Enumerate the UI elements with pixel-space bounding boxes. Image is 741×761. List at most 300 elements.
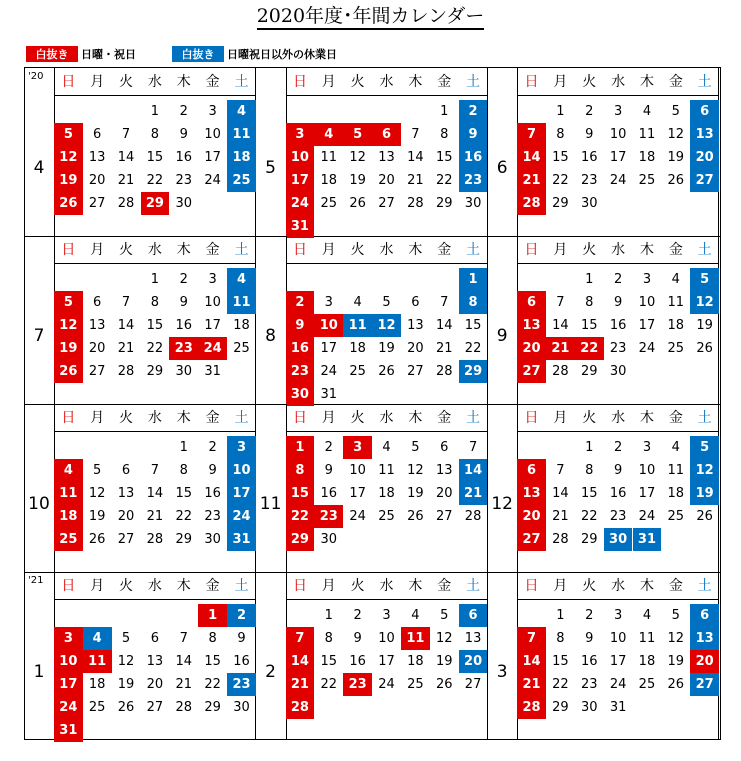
day-cell: 30	[286, 383, 315, 406]
day-cell: 14	[552, 318, 569, 333]
day-cell: 26	[117, 700, 135, 715]
day-cell: 9	[179, 127, 188, 142]
day-cell: 30	[175, 196, 193, 211]
day-cell: 27	[517, 360, 546, 383]
day-cell: 7	[286, 627, 315, 650]
day-cell: 15	[286, 482, 315, 505]
weekday-header: 金	[668, 578, 683, 594]
day-cell: 15	[320, 654, 338, 669]
day-cell: 10	[227, 459, 256, 482]
day-cell: 2	[179, 104, 188, 119]
day-cell: 20	[690, 650, 719, 673]
day-cell: 15	[435, 150, 453, 165]
day-cell: 24	[638, 341, 656, 356]
day-cell: 7	[121, 127, 131, 142]
day-cell: 18	[349, 341, 366, 356]
day-cell: 27	[690, 169, 719, 192]
day-cell: 18	[667, 486, 685, 501]
day-cell: 5	[93, 463, 102, 478]
weekday-header: 金	[437, 242, 452, 258]
day-cell: 12	[88, 486, 106, 501]
day-cell: 13	[378, 150, 395, 165]
weekday-header: 月	[90, 242, 105, 258]
day-cell: 28	[117, 364, 135, 379]
day-cell: 29	[141, 192, 170, 215]
day-cell: 11	[83, 650, 112, 673]
day-cell: 23	[580, 677, 598, 692]
weekday-header: 火	[582, 578, 597, 594]
weekday-header: 火	[350, 578, 365, 594]
day-cell: 23	[314, 505, 343, 528]
day-cell: 23	[175, 173, 193, 188]
day-cell: 17	[54, 673, 83, 696]
day-cell: 19	[690, 482, 719, 505]
day-cell: 2	[286, 291, 315, 314]
day-cell: 29	[459, 360, 488, 383]
day-cell: 16	[175, 150, 193, 165]
month-calendar	[517, 572, 719, 740]
weekday-header: 月	[321, 410, 336, 426]
day-cell: 10	[349, 463, 366, 478]
day-cell: 22	[575, 337, 604, 360]
day-cell: 8	[286, 459, 315, 482]
day-cell: 29	[552, 196, 569, 211]
weekday-header: 日	[292, 242, 307, 258]
day-cell: 10	[204, 295, 221, 310]
day-cell: 20	[435, 486, 453, 501]
day-cell: 6	[411, 295, 420, 310]
day-cell: 13	[146, 654, 164, 669]
weekday-header: 日	[61, 242, 76, 258]
day-cell: 8	[150, 127, 160, 142]
day-cell: 21	[435, 341, 453, 356]
day-cell: 14	[459, 459, 488, 482]
day-cell: 1	[459, 268, 488, 291]
day-cell: 9	[585, 631, 594, 646]
weekday-header: 火	[119, 74, 134, 90]
day-cell: 22	[146, 341, 164, 356]
weekday-header: 木	[639, 242, 654, 258]
legend-red-text: 日曜・祝日	[81, 48, 136, 61]
day-cell: 4	[227, 100, 256, 123]
month-label: 6	[496, 158, 508, 178]
day-cell: 23	[609, 341, 627, 356]
weekday-header: 日	[524, 242, 539, 258]
day-cell: 24	[349, 509, 366, 524]
day-cell: 14	[517, 650, 546, 673]
day-cell: 25	[233, 341, 250, 356]
day-cell: 30	[233, 700, 250, 715]
day-cell: 23	[580, 173, 598, 188]
weekday-header: 土	[466, 578, 481, 594]
day-cell: 28	[552, 532, 569, 547]
day-cell: 6	[517, 291, 546, 314]
weekday-header: 日	[292, 410, 307, 426]
day-cell: 9	[613, 463, 623, 478]
day-cell: 21	[459, 482, 488, 505]
weekday-header: 水	[379, 410, 394, 426]
day-cell: 2	[179, 272, 188, 287]
day-cell: 6	[93, 295, 102, 310]
day-cell: 11	[227, 123, 256, 146]
weekday-header: 日	[61, 410, 76, 426]
day-cell: 26	[88, 532, 106, 547]
day-cell: 22	[204, 677, 221, 692]
day-cell: 18	[407, 654, 424, 669]
weekday-header: 水	[611, 242, 626, 258]
day-cell: 7	[556, 463, 565, 478]
day-cell: 28	[552, 364, 569, 379]
day-cell: 3	[286, 123, 315, 146]
weekday-header: 日	[61, 74, 76, 90]
day-cell: 23	[343, 673, 372, 696]
day-cell: 22	[552, 173, 569, 188]
weekday-header: 木	[176, 578, 191, 594]
day-cell: 19	[54, 337, 83, 360]
day-cell: 18	[54, 505, 83, 528]
day-cell: 13	[517, 482, 546, 505]
month-calendar	[286, 404, 488, 572]
weekday-header: 月	[321, 74, 336, 90]
day-cell: 16	[580, 150, 598, 165]
day-cell: 7	[517, 627, 546, 650]
day-cell: 28	[407, 196, 424, 211]
month-calendar	[517, 68, 719, 236]
day-cell: 2	[585, 104, 594, 119]
day-cell: 17	[320, 341, 338, 356]
day-cell: 16	[459, 146, 488, 169]
day-cell: 16	[609, 318, 627, 333]
month-calendar	[286, 236, 488, 404]
weekday-header: 火	[119, 578, 134, 594]
weekday-header: 木	[639, 410, 654, 426]
day-cell: 9	[286, 314, 315, 337]
day-cell: 4	[353, 295, 362, 310]
day-cell: 5	[343, 123, 372, 146]
day-cell: 8	[556, 631, 565, 646]
weekday-header: 金	[437, 74, 452, 90]
day-cell: 22	[175, 509, 193, 524]
day-cell: 3	[208, 272, 217, 287]
weekday-header: 日	[292, 74, 307, 90]
day-cell: 14	[146, 486, 164, 501]
day-cell: 24	[320, 364, 338, 379]
day-cell: 7	[150, 463, 160, 478]
day-cell: 6	[517, 459, 546, 482]
day-cell: 17	[204, 318, 221, 333]
day-cell: 11	[667, 463, 685, 478]
weekday-header: 火	[350, 74, 365, 90]
day-cell: 25	[320, 196, 338, 211]
day-cell: 8	[150, 295, 160, 310]
day-cell: 1	[585, 440, 594, 455]
day-cell: 26	[435, 677, 453, 692]
day-cell: 29	[580, 364, 598, 379]
day-cell: 19	[117, 677, 135, 692]
day-cell: 25	[378, 509, 395, 524]
day-cell: 20	[378, 173, 395, 188]
month-label: 9	[496, 326, 508, 346]
day-cell: 22	[146, 173, 164, 188]
legend-closed-day	[172, 44, 337, 64]
weekday-header: 日	[524, 74, 539, 90]
day-cell: 18	[233, 318, 250, 333]
day-cell: 6	[440, 440, 449, 455]
day-cell: 6	[690, 604, 719, 627]
day-cell: 24	[609, 677, 627, 692]
day-cell: 18	[638, 150, 656, 165]
legend-blue-badge: 白抜き	[172, 46, 224, 62]
day-cell: 10	[54, 650, 83, 673]
day-cell: 30	[320, 532, 338, 547]
weekday-header: 水	[379, 242, 394, 258]
weekday-header: 土	[234, 410, 249, 426]
day-cell: 16	[320, 486, 338, 501]
day-cell: 18	[227, 146, 256, 169]
day-cell: 1	[179, 440, 188, 455]
day-cell: 26	[667, 677, 685, 692]
day-cell: 9	[585, 127, 594, 142]
month-label: 11	[259, 494, 282, 514]
day-cell: 12	[117, 654, 135, 669]
day-cell: 10	[286, 146, 315, 169]
weekday-header: 水	[379, 578, 394, 594]
day-cell: 13	[88, 318, 106, 333]
day-cell: 28	[517, 192, 546, 215]
weekday-header: 土	[466, 242, 481, 258]
day-cell: 13	[690, 123, 719, 146]
day-cell: 27	[464, 677, 482, 692]
day-cell: 3	[208, 104, 217, 119]
weekday-header: 木	[639, 578, 654, 594]
day-cell: 4	[83, 627, 112, 650]
day-cell: 27	[407, 364, 424, 379]
month-calendar	[517, 236, 719, 404]
day-cell: 19	[378, 341, 395, 356]
day-cell: 6	[150, 631, 160, 646]
day-cell: 29	[580, 532, 598, 547]
day-cell: 1	[286, 436, 315, 459]
day-cell: 27	[117, 532, 135, 547]
weekday-header: 木	[176, 410, 191, 426]
day-cell: 17	[609, 654, 627, 669]
day-cell: 11	[638, 631, 656, 646]
day-cell: 14	[407, 150, 424, 165]
day-cell: 31	[320, 387, 338, 402]
day-cell: 7	[121, 295, 131, 310]
day-cell: 14	[286, 650, 315, 673]
day-cell: 6	[372, 123, 401, 146]
day-cell: 2	[208, 440, 217, 455]
day-cell: 9	[324, 463, 333, 478]
page-title: 2020年度･年間カレンダー	[0, 4, 741, 28]
day-cell: 5	[54, 291, 83, 314]
day-cell: 3	[324, 295, 333, 310]
day-cell: 13	[88, 150, 106, 165]
day-cell: 10	[609, 127, 627, 142]
day-cell: 15	[146, 318, 164, 333]
weekday-header: 土	[697, 410, 712, 426]
weekday-header: 月	[553, 74, 568, 90]
day-cell: 18	[88, 677, 106, 692]
day-cell: 8	[556, 127, 565, 142]
day-cell: 11	[667, 295, 685, 310]
day-cell: 7	[517, 123, 546, 146]
day-cell: 12	[349, 150, 366, 165]
weekday-header: 木	[408, 74, 423, 90]
day-cell: 16	[349, 654, 366, 669]
day-cell: 2	[353, 608, 362, 623]
day-cell: 23	[286, 360, 315, 383]
day-cell: 1	[150, 272, 160, 287]
day-cell: 15	[464, 318, 482, 333]
day-cell: 29	[204, 700, 221, 715]
day-cell: 6	[93, 127, 102, 142]
day-cell: 18	[378, 486, 395, 501]
day-cell: 24	[227, 505, 256, 528]
day-cell: 3	[613, 104, 623, 119]
day-cell: 23	[459, 169, 488, 192]
day-cell: 17	[286, 169, 315, 192]
day-cell: 2	[324, 440, 333, 455]
day-cell: 25	[349, 364, 366, 379]
calendar-grid	[24, 67, 721, 740]
weekday-header: 土	[466, 74, 481, 90]
day-cell: 19	[435, 654, 453, 669]
day-cell: 24	[609, 173, 627, 188]
legend-holiday	[26, 44, 136, 64]
weekday-header: 火	[350, 242, 365, 258]
day-cell: 11	[320, 150, 338, 165]
month-calendar	[54, 572, 256, 740]
weekday-header: 水	[147, 242, 162, 258]
day-cell: 28	[117, 196, 135, 211]
day-cell: 10	[378, 631, 395, 646]
month-label: 2	[265, 662, 276, 682]
day-cell: 20	[517, 505, 546, 528]
day-cell: 5	[690, 436, 719, 459]
day-cell: 30	[609, 364, 627, 379]
day-cell: 30	[175, 364, 193, 379]
day-cell: 4	[411, 608, 420, 623]
weekday-header: 水	[611, 74, 626, 90]
day-cell: 17	[609, 150, 627, 165]
year-label-2021: '21	[28, 575, 44, 586]
day-cell: 11	[638, 127, 656, 142]
day-cell: 31	[609, 700, 627, 715]
day-cell: 13	[517, 314, 546, 337]
day-cell: 2	[585, 608, 594, 623]
day-cell: 29	[175, 532, 193, 547]
day-cell: 15	[175, 486, 193, 501]
day-cell: 30	[464, 196, 482, 211]
day-cell: 20	[517, 337, 546, 360]
day-cell: 14	[117, 318, 135, 333]
day-cell: 27	[146, 700, 164, 715]
weekday-header: 土	[234, 578, 249, 594]
day-cell: 5	[671, 104, 680, 119]
month-label: 1	[33, 662, 45, 682]
day-cell: 6	[690, 100, 719, 123]
weekday-header: 木	[408, 410, 423, 426]
day-cell: 24	[54, 696, 83, 719]
day-cell: 9	[208, 463, 217, 478]
weekday-header: 土	[234, 74, 249, 90]
day-cell: 21	[552, 509, 569, 524]
day-cell: 12	[372, 314, 401, 337]
day-cell: 20	[117, 509, 135, 524]
day-cell: 18	[320, 173, 338, 188]
day-cell: 19	[349, 173, 366, 188]
weekday-header: 火	[582, 74, 597, 90]
month-label: 10	[28, 494, 50, 514]
day-cell: 21	[175, 677, 193, 692]
day-cell: 21	[117, 173, 135, 188]
day-cell: 14	[517, 146, 546, 169]
day-cell: 22	[580, 509, 598, 524]
day-cell: 5	[411, 440, 420, 455]
day-cell: 17	[378, 654, 395, 669]
weekday-header: 月	[553, 410, 568, 426]
day-cell: 26	[407, 509, 424, 524]
day-cell: 31	[204, 364, 221, 379]
legend-red-badge: 白抜き	[26, 46, 78, 62]
day-cell: 5	[121, 631, 131, 646]
day-cell: 21	[286, 673, 315, 696]
day-cell: 28	[464, 509, 482, 524]
weekday-header: 金	[668, 242, 683, 258]
day-cell: 7	[468, 440, 478, 455]
day-cell: 8	[440, 127, 449, 142]
day-cell: 4	[227, 268, 256, 291]
day-cell: 20	[88, 341, 106, 356]
day-cell: 17	[638, 486, 656, 501]
day-cell: 19	[696, 318, 713, 333]
day-cell: 15	[204, 654, 221, 669]
day-cell: 1	[556, 608, 565, 623]
day-cell: 29	[552, 700, 569, 715]
day-cell: 17	[227, 482, 256, 505]
day-cell: 12	[690, 291, 719, 314]
day-cell: 3	[227, 436, 256, 459]
day-cell: 24	[198, 337, 227, 360]
day-cell: 4	[54, 459, 83, 482]
day-cell: 17	[204, 150, 221, 165]
weekday-header: 木	[408, 578, 423, 594]
day-cell: 15	[580, 318, 598, 333]
day-cell: 3	[343, 436, 372, 459]
day-cell: 9	[613, 295, 623, 310]
weekday-header: 金	[205, 74, 220, 90]
day-cell: 10	[638, 463, 656, 478]
day-cell: 2	[459, 100, 488, 123]
weekday-header: 月	[321, 578, 336, 594]
day-cell: 4	[671, 272, 680, 287]
weekday-header: 金	[437, 578, 452, 594]
day-cell: 6	[459, 604, 488, 627]
day-cell: 27	[517, 528, 546, 551]
day-cell: 28	[435, 364, 453, 379]
day-cell: 8	[585, 295, 594, 310]
day-cell: 9	[353, 631, 362, 646]
day-cell: 10	[314, 314, 343, 337]
day-cell: 25	[638, 173, 656, 188]
day-cell: 31	[54, 719, 83, 742]
day-cell: 20	[407, 341, 424, 356]
day-cell: 24	[638, 509, 656, 524]
day-cell: 3	[382, 608, 391, 623]
day-cell: 26	[349, 196, 366, 211]
